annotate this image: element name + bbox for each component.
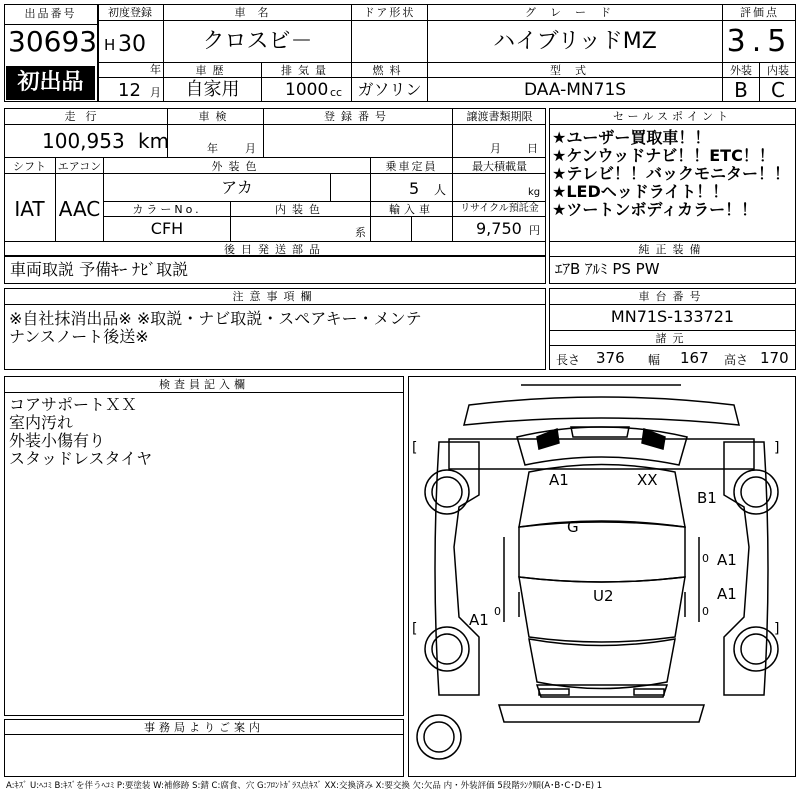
color-no-value: CFH [150,219,184,238]
first-reg-year-unit: 年 [150,63,161,76]
displacement-unit: cc [330,86,343,99]
capacity-value: 5 [409,179,420,198]
inspector-line: 外装小傷有り [9,431,106,450]
model-value: DAA-MN71S [523,80,627,100]
sales-point-item: ★LEDヘッドライト！！ [552,182,729,201]
color-no-label: カラーNo. [132,203,202,216]
length-value: 376 [596,349,625,367]
legend: A:ｷｽﾞ U:ﾍｺﾐ B:ｷｽﾞを伴うﾍｺﾐ P:要塗装 W:補修跡 S:錆 C:腐食、穴 G:ﾌﾛﾝﾄｶﾞﾗｽ点ｷｽﾞ XX:交換済み X:要交換 欠:欠品 内・外装評価 5段階ﾗﾝｸ順(A･B･C･D･E) 1 [6,781,603,791]
first-reg-year: 30 [118,32,146,57]
specs-label: 諸元 [655,332,690,345]
later-parts-label: 後日発送部品 [224,243,326,256]
damage-mark: A1 [549,471,569,489]
score-label: 評価点 [740,6,779,19]
first-reg-month-unit: 月 [150,86,161,99]
inspector-line: スタッドレスタイヤ [9,449,153,468]
height-value: 170 [760,349,789,367]
shift-label: シフト [13,160,46,173]
bracket: [ [412,621,418,637]
zero-mark: 0 [702,605,709,618]
transfer-period-label: 譲渡書類期限 [466,110,533,123]
exterior-score: B [734,78,748,102]
transfer-day-unit: 日 [527,142,538,155]
damage-mark: A1 [717,551,737,569]
score-value: 3.5 [726,24,793,59]
inspector-label: 検査員記入欄 [159,378,249,391]
mileage-value: 100,953 [42,129,125,153]
int-color-label: 内装色 [275,203,326,216]
equipment-label: 純正装備 [638,243,707,256]
damage-mark: A1 [469,611,489,629]
equipment-value: ｴｱB ｱﾙﾐ PS PW [555,260,660,278]
lot-number: 30693 [8,25,98,58]
inspection-year-unit: 年 [207,142,218,155]
bracket: ] [774,621,780,637]
aircon-label: エアコン [57,160,102,173]
displacement-label: 排気量 [281,64,332,77]
sales-point-item: ★テレビ！！バックモニター！！ [552,164,791,183]
damage-mark: A1 [717,585,737,603]
transfer-month-unit: 月 [490,142,501,155]
lot-label: 出品番号 [24,7,77,20]
capacity-unit: 人 [434,183,447,197]
zero-mark: 0 [702,552,709,565]
ext-color-label: 外装色 [211,160,263,173]
notes-line: ※自社抹消出品※ ※取説・ナビ取説・スペアキー・メンテ [9,309,422,328]
inspector-line: コアサポートＸＸ [9,395,138,414]
sales-point-item: ★ツートンボディカラー！！ [552,200,758,219]
bracket: [ [412,440,418,456]
zero-mark: 0 [494,605,501,618]
damage-mark: B1 [697,489,717,507]
sales-point-item: ★ユーザー買取車！！ [552,128,711,147]
capacity-label: 乗車定員 [385,160,438,173]
notes-lines [9,310,422,346]
inspector-line: 室内汚れ [9,413,74,432]
model-label: 型式 [550,64,600,77]
recycle-unit: 円 [529,224,540,237]
office-label: 事務局よりご案内 [144,721,264,734]
sales-points-label: セールスポイント [612,110,732,123]
interior-label: 内装 [767,64,789,77]
first-reg-era: H [104,36,116,54]
width-value: 167 [680,349,709,367]
first-reg-month: 12 [118,80,141,101]
int-color-unit: 系 [355,226,366,239]
damage-mark: U2 [593,587,614,605]
notes-line: ナンスノート後送※ [9,327,149,346]
aircon-value: AAC [58,197,101,221]
sales-point-item: ★ケンウッドナビ！！ETC！！ [552,146,775,165]
ext-color-value: アカ [221,178,253,197]
car-diagram [408,376,796,777]
history-value: 自家用 [185,79,240,100]
fuel-value: ガソリン [357,80,422,99]
inspector-lines [9,396,152,468]
mileage-label: 走行 [64,110,107,123]
first-reg-label: 初度登録 [108,6,152,19]
fuel-label: 燃料 [372,64,407,77]
door-label: ドア形状 [363,6,416,19]
height-label: 高さ [724,353,749,367]
history-label: 車歴 [195,64,230,77]
inspection-label: 車検 [198,110,233,123]
displacement-value: 1000 [285,80,329,100]
grade-label: グレード [525,6,625,19]
length-label: 長さ [556,353,581,367]
chassis-value: MN71S-133721 [610,307,735,326]
recycle-value: 9,750 [476,219,522,238]
width-label: 幅 [648,353,661,367]
import-label: 輸入車 [389,203,434,216]
reg-number-label: 登録番号 [324,110,392,123]
first-listing-badge: 初出品 [6,66,95,100]
max-load-unit: kg [528,187,541,198]
chassis-label: 車台番号 [638,290,707,303]
bracket: ] [774,440,780,456]
shift-value: IAT [14,197,45,221]
exterior-label: 外装 [730,64,752,77]
sales-points-list [552,129,794,219]
grade-value: ハイブリッドMZ [493,29,657,54]
later-parts-value: 車両取説 予備ｷｰ ﾅﾋﾞ取説 [10,260,189,279]
car-name-value: クロスビ－ [202,29,313,54]
notes-label: 注意事項欄 [232,290,318,303]
max-load-label: 最大積載量 [472,160,527,173]
mileage-unit: km [138,129,170,153]
car-outline [409,377,794,775]
car-name-label: 車名 [234,6,281,19]
recycle-label: リサイクル預託金 [460,203,539,214]
damage-mark: XX [637,471,658,489]
damage-mark: G [567,518,579,536]
interior-score: C [771,78,785,102]
inspection-month-unit: 月 [245,142,256,155]
